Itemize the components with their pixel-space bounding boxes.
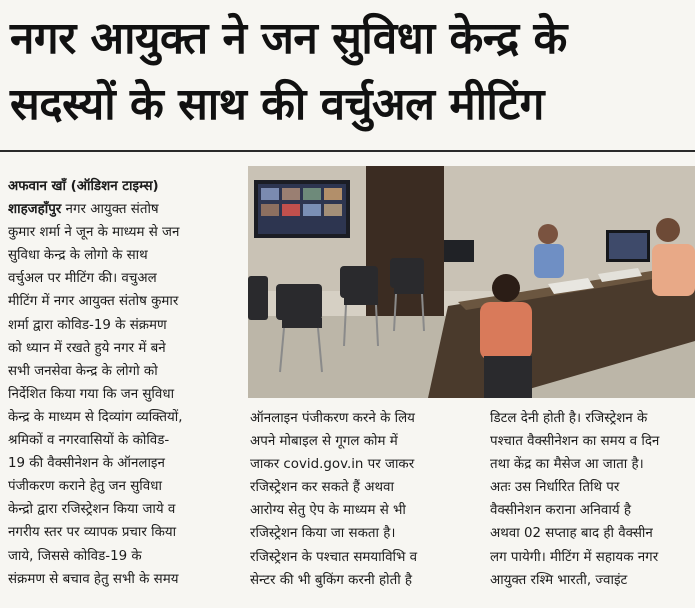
column-1-line: जाये, जिससे कोविड-19 के: [8, 548, 142, 564]
article-column-2: [250, 407, 468, 592]
column-1-line: केन्द्रो द्वारा रजिस्ट्रेशन किया जाये व: [8, 502, 176, 518]
meeting-photo-illustration: [248, 166, 695, 398]
column-3-line: तथा केंद्र का मैसेज आ जाता है।: [490, 457, 644, 473]
column-1-line: पंजीकरण कराने हेतु जन सुविधा: [8, 479, 162, 495]
headline-line-1: नगर आयुक्त ने जन सुविधा केन्द्र के: [10, 13, 567, 64]
column-1-line: शर्मा द्वारा कोविड-19 के संक्रमण: [8, 317, 167, 333]
column-3-line: डिटल देनी होती है। रजिस्ट्रेशन के: [490, 411, 648, 426]
column-3-line: पश्चात वैक्सीनेशन का समय व दिन: [490, 434, 660, 450]
column-1-line: संक्रमण से बचाव हेतु सभी के समय: [8, 571, 179, 587]
headline-divider: [0, 150, 695, 152]
column-3-line: लग पायेगी। मीटिंग में सहायक नगर: [490, 549, 659, 565]
column-3-line: वैक्सीनेशन कराना अनिवार्य है: [490, 503, 631, 519]
meeting-photo: [248, 166, 695, 398]
column-2-line: सेन्टर की भी बुकिंग करनी होती है: [250, 572, 413, 588]
headline-line-2: सदस्यों के साथ की वर्चुअल मीटिंग: [10, 79, 544, 130]
column-1-line: मीटिंग में नगर आयुक्त संतोष कुमार: [8, 294, 179, 310]
column-1-line: सभी जनसेवा केन्द्र के लोगो को: [8, 363, 158, 379]
column-1-line: को ध्यान में रखते हुये नगर में बने: [8, 340, 166, 356]
column-3-line: अथवा 02 सप्ताह बाद ही वैक्सीन: [490, 526, 653, 542]
article-column-1: [8, 175, 240, 591]
column-1-line: केन्द्र के माध्यम से दिव्यांग व्यक्तियों,: [8, 409, 183, 425]
column-1-line: नगरीय स्तर पर व्यापक प्रचार किया: [8, 525, 177, 541]
column-1-line: कुमार शर्मा ने जून के माध्यम से जन: [8, 225, 180, 241]
column-1-line: निर्देशित किया गया कि जन सुविधा: [8, 386, 175, 402]
column-1-line-0: [8, 198, 240, 221]
column-2-line: रजिस्ट्रेशन कर सकते हैं अथवा: [250, 480, 394, 496]
column-1-line: वर्चुअल पर मीटिंग की। वचुअल: [8, 271, 157, 287]
dateline: शाहजहाँपुर: [8, 202, 62, 218]
column-2-line: रजिस्ट्रेशन के पश्चात समयाविभि व: [250, 549, 418, 565]
column-3-line: आयुक्त रश्मि भारती, ज्वाइंट: [490, 572, 628, 588]
article-column-3: [490, 407, 695, 592]
column-3-line: अतः उस निर्धारित तिथि पर: [490, 480, 620, 496]
column-2-line: जाकर covid.gov.in पर जाकर: [250, 457, 415, 473]
column-1-line: सुविधा केन्द्र के लोगो के साथ: [8, 248, 148, 264]
column-2-line: अपने मोबाइल से गूगल कोम में: [250, 434, 398, 450]
column-1-line: 19 की वैक्सीनेशन के ऑनलाइन: [8, 456, 165, 472]
column-1-line: श्रमिकों व नगरवासियों के कोविड-: [8, 433, 170, 449]
column-2-line: रजिस्ट्रेशन किया जा सकता है।: [250, 526, 396, 542]
byline: अफवान खाँ (ऑडिशन टाइम्स): [8, 179, 159, 194]
column-2-line: ऑनलाइन पंजीकरण करने के लिय: [250, 411, 415, 426]
column-1-text: नगर आयुक्त संतोष: [65, 202, 159, 218]
column-2-line: आरोग्य सेतु ऐप के माध्यम से भी: [250, 503, 406, 519]
headline: [10, 6, 695, 138]
